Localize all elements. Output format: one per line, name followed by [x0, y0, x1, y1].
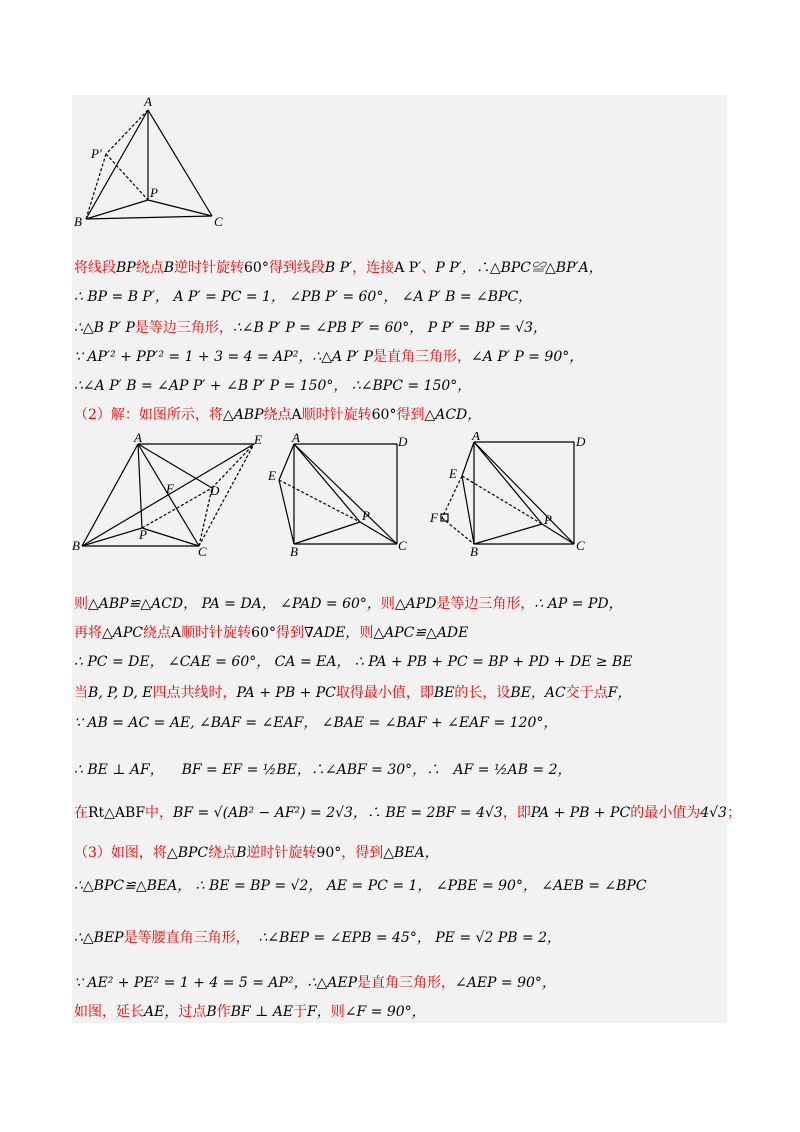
text-line: ∴∠A P′ B = ∠AP P′ + ∠B P′ P = 150°， ∴∠BPC = 150°， — [74, 378, 472, 394]
text-line: ∵ AB = AC = AE, ∠BAF = ∠EAF， ∠BAE = ∠BAF + ∠EAF = 120°， — [74, 715, 558, 731]
text-line: 再将△APC绕点A顺时针旋转60°得到∇ADE，则△APC≌△ADE — [74, 625, 469, 641]
fig2-label: F — [430, 510, 438, 525]
text-line: （2）解：如图所示，将△ABP绕点A顺时针旋转60°得到△ACD， — [74, 407, 482, 423]
text-line: ∴△B P′ P是等边三角形，∴∠B P′ P = ∠PB P′ = 60°， P P′ = BP = √3， — [74, 320, 548, 336]
fig2-label: E — [449, 466, 457, 481]
fig2-label: D — [210, 483, 220, 498]
text-line: 在Rt△ABF中，BF = √(AB² − AF²) = 2√3，∴ BE = 2BF = 4√3，即PA + PB + PC的最小值为4√3； — [74, 805, 741, 821]
fig2-label: P — [362, 508, 370, 523]
text-line: 则△ABP≌△ACD， PA = DA， ∠PAD = 60°，则△APD是等边三角形，∴ AP = PD， — [74, 596, 623, 612]
fig2-label: B — [290, 544, 298, 559]
fig2-label: P — [544, 512, 552, 527]
fig1-label: P' — [91, 146, 102, 161]
fig2-label: E — [254, 432, 262, 447]
text-line: ∴ BP = B P′， A P′ = PC = 1， ∠PB P′ = 60°， ∠A P′ B = ∠BPC， — [74, 289, 533, 305]
fig2-label: C — [198, 544, 207, 559]
fig2-label: P — [139, 527, 147, 542]
text-line: ∵ AE² + PE² = 1 + 4 = 5 = AP²，∴△AEP是直角三角形，∠AEP = 90°， — [74, 975, 556, 991]
fig1-label: B — [74, 214, 82, 229]
text-line: ∴ PC = DE， ∠CAE = 60°， CA = EA， ∴ PA + PB + PC = BP + PD + DE ≥ BE — [74, 654, 633, 670]
fig2-label: B — [470, 544, 478, 559]
fig2-label: D — [398, 434, 408, 449]
fig2-label: B — [72, 538, 80, 553]
fig1-label: P — [150, 185, 158, 200]
text-line: 将线段BP绕点B逆时针旋转60°得到线段B P′，连接A P′、P P′，∴△BPC≌△BP′A， — [74, 260, 603, 276]
fig2-label: A — [472, 432, 480, 443]
fig1-label: C — [214, 214, 223, 229]
text-line: ∴△BEP是等腰直角三角形， ∴∠BEP = ∠EPB = 45°， PE = √2 PB = 2， — [74, 930, 562, 946]
text-line: ∴△BPC≌△BEA， ∴ BE = BP = √2， AE = PC = 1， ∠PBE = 90°， ∠AEB = ∠BPC — [74, 878, 647, 894]
text-line: 当B, P, D, E四点共线时，PA + PB + PC取得最小值，即BE的长，设BE，AC交于点F， — [74, 685, 632, 701]
fig2-label: E — [268, 468, 276, 483]
fig2-label: C — [576, 538, 585, 553]
fig2-label: C — [398, 538, 407, 553]
figure-triangle-abc — [72, 95, 252, 230]
fig2-label: D — [576, 434, 586, 449]
fig2-label: F — [166, 481, 174, 496]
text-line: ∵ AP′² + PP′² = 1 + 3 = 4 = AP²，∴△A P′ P是直角三角形，∠A P′ P = 90°， — [74, 349, 584, 365]
text-line: ∴ BE ⊥ AF， BF = EF = ½BE，∴∠ABF = 30°，∴ AF = ½AB = 2， — [74, 762, 572, 778]
text-line: 如图，延长AE，过点B作BF ⊥ AE于F，则∠F = 90°， — [74, 1004, 426, 1020]
fig2-label: A — [292, 432, 300, 445]
fig2-label: A — [134, 432, 142, 445]
fig1-label: A — [144, 95, 152, 109]
text-line: （3）如图，将△BPC绕点B逆时针旋转90°，得到△BEA， — [74, 845, 439, 861]
figure-rotation-diagrams — [72, 432, 602, 562]
